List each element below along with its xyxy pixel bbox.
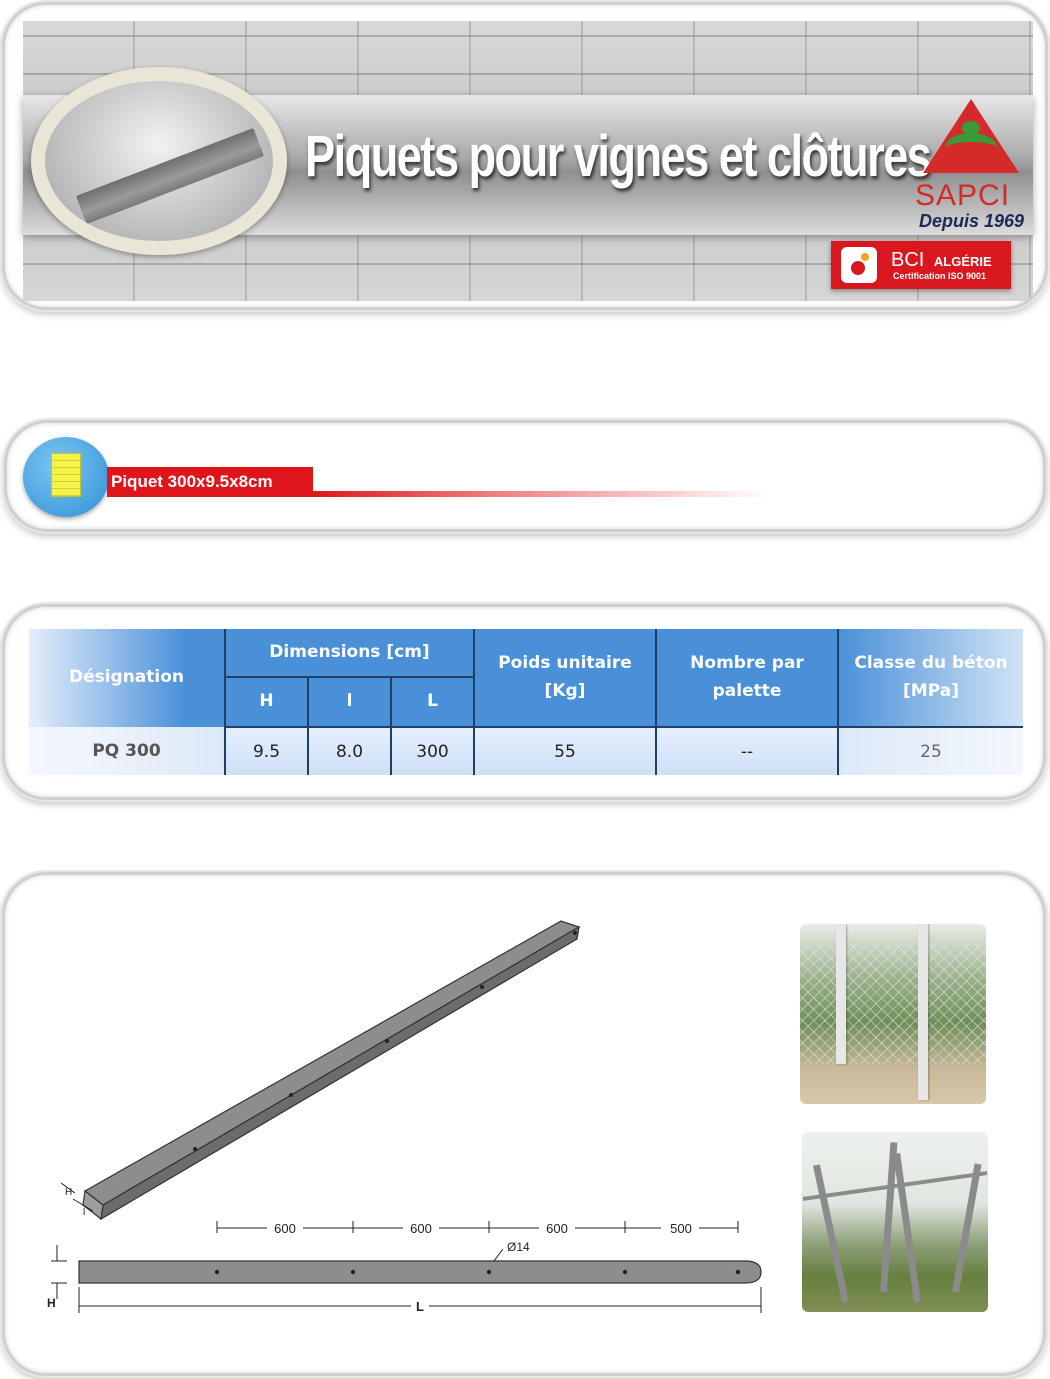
poids-line-1: Poids unitaire bbox=[498, 653, 632, 674]
post-side-view bbox=[79, 1261, 761, 1283]
cell-nombre: -- bbox=[656, 727, 838, 775]
spacing-label-4: 500 bbox=[670, 1221, 692, 1236]
col-header-poids bbox=[474, 629, 656, 727]
col-header-designation: Désignation bbox=[29, 629, 225, 727]
cell-l-big: 300 bbox=[391, 727, 474, 775]
bci-logo-icon bbox=[841, 247, 877, 283]
col-header-l-small: l bbox=[308, 677, 391, 727]
bci-brand bbox=[891, 249, 992, 272]
col-header-h: H bbox=[225, 677, 308, 727]
company-name: SAPCI bbox=[915, 179, 1011, 212]
document-icon bbox=[51, 453, 81, 497]
concrete-post-image bbox=[76, 128, 264, 224]
heading-underline bbox=[311, 491, 771, 497]
fence-post bbox=[836, 924, 846, 1064]
header-banner bbox=[2, 2, 1048, 310]
poids-line-2: [Kg] bbox=[544, 680, 586, 701]
col-header-dimensions: Dimensions [cm] bbox=[225, 629, 474, 677]
bci-country-text: ALGÉRIE bbox=[933, 254, 992, 269]
col-header-classe bbox=[838, 629, 1023, 727]
cell-classe: 25 bbox=[838, 727, 1023, 775]
height-dimension bbox=[51, 1245, 67, 1299]
hole-marker bbox=[487, 1270, 491, 1274]
hole-marker bbox=[623, 1270, 627, 1274]
vine-stake bbox=[893, 1153, 921, 1303]
hole-label: Ø14 bbox=[507, 1240, 530, 1254]
bci-brand-text: BCI bbox=[891, 249, 925, 271]
vine-stake bbox=[952, 1163, 981, 1292]
product-heading-panel bbox=[4, 420, 1046, 532]
spacing-label-2: 600 bbox=[410, 1221, 432, 1236]
cell-l-small: 8.0 bbox=[308, 727, 391, 775]
table-header-row bbox=[29, 629, 1023, 677]
certification-badge bbox=[831, 241, 1011, 289]
fence-photo bbox=[800, 924, 986, 1104]
sapci-logo-dot bbox=[962, 121, 980, 135]
cell-poids: 55 bbox=[474, 727, 656, 775]
fence-post bbox=[918, 924, 928, 1100]
hole-marker bbox=[215, 1270, 219, 1274]
company-since: Depuis 1969 bbox=[919, 211, 1025, 231]
cell-designation: PQ 300 bbox=[29, 727, 225, 775]
vine-stake bbox=[813, 1164, 849, 1302]
vineyard-photo bbox=[802, 1132, 988, 1312]
sapci-logo-arc bbox=[945, 133, 997, 163]
product-oval-image bbox=[31, 67, 287, 255]
wire-mesh bbox=[800, 944, 986, 1064]
product-heading: Piquet 300x9.5x8cm bbox=[107, 467, 313, 497]
hole-marker bbox=[351, 1270, 355, 1274]
col-header-l-big: L bbox=[391, 677, 474, 727]
post-3d-view bbox=[83, 921, 579, 1219]
height-label: H bbox=[47, 1296, 56, 1310]
classe-line-1: Classe du béton bbox=[854, 653, 1008, 674]
nombre-line-2: palette bbox=[712, 680, 782, 701]
spec-table-panel bbox=[2, 604, 1046, 800]
col-header-nombre bbox=[656, 629, 838, 727]
section-label-h: H bbox=[65, 1187, 73, 1198]
spacing-label-3: 600 bbox=[546, 1221, 568, 1236]
page-title: Piquets pour vignes et clôtures bbox=[305, 124, 931, 189]
hole-marker bbox=[736, 1270, 740, 1274]
document-icon-circle bbox=[23, 437, 109, 517]
spec-table bbox=[29, 629, 1023, 775]
length-label: L bbox=[416, 1299, 424, 1314]
classe-line-2: [MPa] bbox=[903, 680, 959, 701]
table-row bbox=[29, 727, 1023, 775]
spacing-label-1: 600 bbox=[274, 1221, 296, 1236]
nombre-line-1: Nombre par bbox=[690, 653, 804, 674]
technical-drawing bbox=[45, 915, 785, 1355]
bci-certification-text: Certification ISO 9001 bbox=[893, 271, 987, 281]
cell-h: 9.5 bbox=[225, 727, 308, 775]
section-label-l: l bbox=[83, 1207, 86, 1218]
